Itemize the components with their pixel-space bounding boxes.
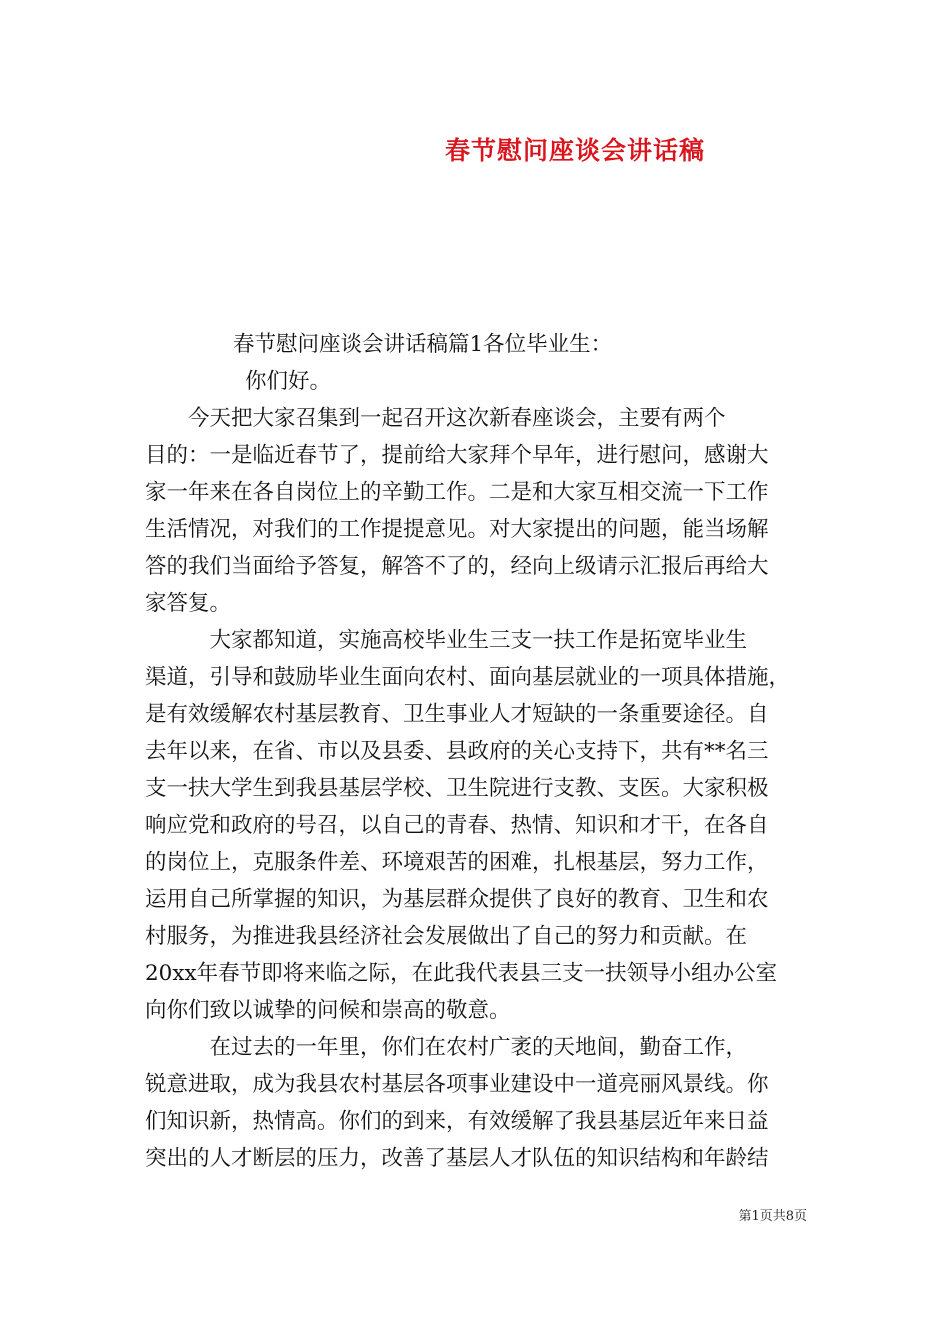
paragraph-line: 答的我们当面给予答复，解答不了的，经向上级请示汇报后再给大	[145, 554, 769, 579]
paragraph-line: 在过去的一年里，你们在农村广袤的天地间，勤奋工作，	[145, 1035, 748, 1060]
document-body	[145, 326, 807, 1177]
paragraph-line: 20xx年春节即将来临之际，在此我代表县三支一扶领导小组办公室	[145, 961, 778, 986]
paragraph-line: 运用自己所掌握的知识，为基层群众提供了良好的教育、卫生和农	[145, 887, 769, 912]
paragraph-line: 今天把大家召集到一起召开这次新春座谈会，主要有两个	[145, 406, 726, 431]
document-title-text: 春节慰问座谈会讲话稿	[444, 136, 705, 165]
paragraph-line: 突出的人才断层的压力，改善了基层人才队伍的知识结构和年龄结	[145, 1146, 769, 1171]
document-title	[0, 131, 950, 167]
paragraph-line: 目的：一是临近春节了，提前给大家拜个早年，进行慰问，感谢大	[145, 443, 769, 468]
greeting-line: 你们好。	[245, 369, 332, 394]
paragraph-line: 去年以来，在省、市以及县委、县政府的关心支持下，共有**名三	[145, 739, 769, 764]
paragraph-line: 家答复。	[145, 591, 232, 616]
paragraph-line: 锐意进取，成为我县农村基层各项事业建设中一道亮丽风景线。你	[145, 1072, 769, 1097]
paragraph-line: 们知识新，热情高。你们的到来，有效缓解了我县基层近年来日益	[145, 1109, 769, 1134]
paragraph-line: 的岗位上，克服条件差、环境艰苦的困难，扎根基层，努力工作，	[145, 850, 769, 875]
paragraph-line: 生活情况，对我们的工作提提意见。对大家提出的问题，能当场解	[145, 517, 769, 542]
paragraph-line: 是有效缓解农村基层教育、卫生事业人才短缺的一条重要途径。自	[145, 702, 769, 727]
page-number: 第1页共8页	[738, 1209, 807, 1224]
paragraph-line: 渠道，引导和鼓励毕业生面向农村、面向基层就业的一项具体措施，	[145, 665, 791, 690]
paragraph-2	[145, 622, 807, 1029]
paragraph-3	[145, 1029, 807, 1177]
paragraph-line: 响应党和政府的号召，以自己的青春、热情、知识和才干，在各自	[145, 813, 769, 838]
paragraph-line: 家一年来在各自岗位上的辛勤工作。二是和大家互相交流一下工作	[145, 480, 769, 505]
paragraph-line: 向你们致以诚挚的问候和崇高的敬意。	[145, 998, 511, 1023]
intro-line: 春节慰问座谈会讲话稿篇1各位毕业生：	[233, 332, 613, 357]
paragraph-line: 大家都知道，实施高校毕业生三支一扶工作是拓宽毕业生	[145, 628, 748, 653]
paragraph-line: 村服务，为推进我县经济社会发展做出了自己的努力和贡献。在	[145, 924, 748, 949]
page-footer	[0, 1205, 807, 1224]
paragraph-line: 支一扶大学生到我县基层学校、卫生院进行支教、支医。大家积极	[145, 776, 769, 801]
paragraph-1	[145, 400, 807, 622]
